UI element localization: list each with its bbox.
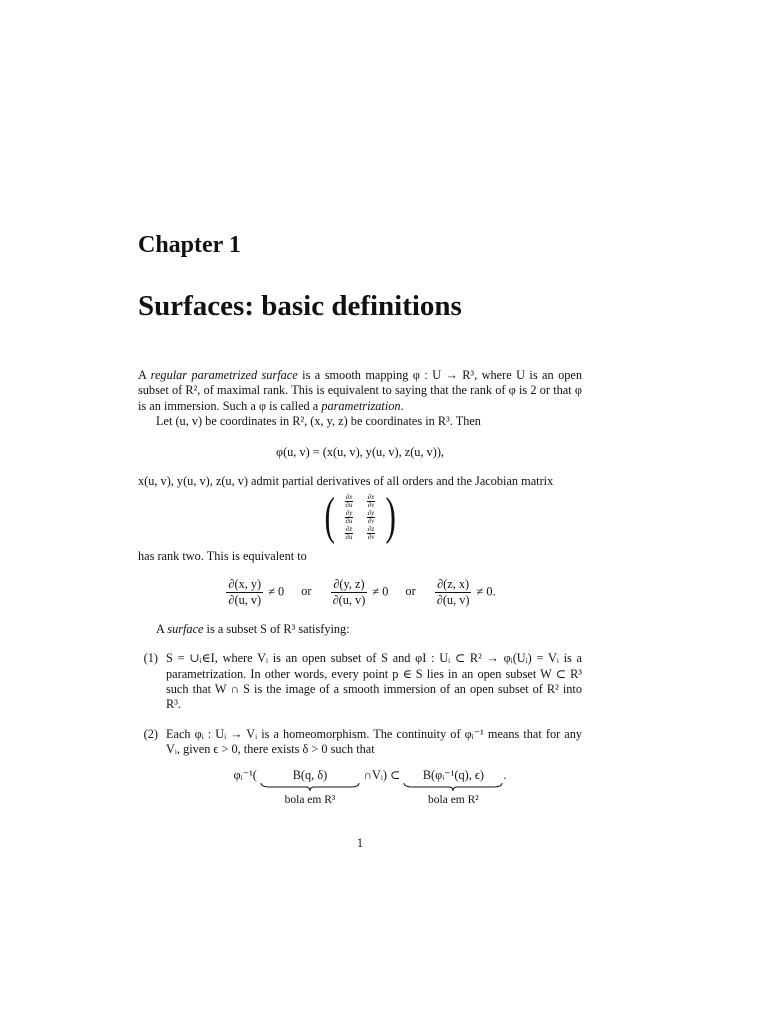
paragraph-definition: A regular parametrized surface is a smooth mapping φ : U → R³, where U is an open subset of R², of maximal rank. This is equivalent to saying that the rank of φ is 2 or that φ is an immersion. Such a φ is called a parametrization. <box>138 368 582 413</box>
jacobian-matrix <box>138 488 582 546</box>
list-item-label: (1) <box>143 651 158 666</box>
matrix-entry: ∂y ∂u <box>345 508 353 525</box>
term-regular-parametrized-surface: regular parametrized surface <box>150 368 298 382</box>
matrix-grid <box>338 493 382 541</box>
list-item-2 <box>138 727 582 758</box>
list-item-text: Each φᵢ : Uᵢ → Vᵢ is a homeomorphism. The continuity of φᵢ⁻¹ means that for any Vᵢ, given ϵ > 0, there exists δ > 0 such that <box>166 726 582 757</box>
matrix-entry: ∂z ∂v <box>367 524 375 541</box>
list-item-label: (2) <box>143 726 158 741</box>
underbrace <box>260 783 360 791</box>
matrix-entry: ∂y ∂v <box>367 508 375 525</box>
paragraph-rank-two: has rank two. This is equivalent to <box>138 549 307 564</box>
matrix-entry: ∂z ∂u <box>345 524 353 541</box>
term-surface: surface <box>167 621 204 636</box>
page-number: 1 <box>356 836 364 850</box>
chapter-title: Surfaces: basic definitions <box>138 290 462 322</box>
underbrace-ball-r2: B(φᵢ⁻¹(q), ϵ) bola em R² <box>403 768 503 809</box>
chapter-heading: Chapter 1 <box>138 232 241 258</box>
fraction-xy: $\frac{\partial(x, y)}{\partial(u, v)}$ <box>228 576 262 607</box>
equation-parametrization: φ(u, v) = (x(u, v), y(u, v), z(u, v)), <box>275 444 445 459</box>
fraction-yz: $\frac{\partial(y, z)}{\partial(u, v)}$ <box>332 576 366 607</box>
matrix-entry: ∂x ∂v <box>367 492 375 509</box>
underbrace-ball-r3: B(q, δ) bola em R³ <box>260 768 360 809</box>
paragraph-surface-definition: A surface is a subset S of R³ satisfying: <box>156 621 350 636</box>
underbrace-label: bola em R³ <box>284 794 336 807</box>
left-paren: ( <box>324 488 335 546</box>
list-item-1 <box>138 651 582 713</box>
term-parametrization: parametrization <box>321 398 401 413</box>
list-item-text: S = ∪ᵢ∈I, where Vᵢ is an open subset of S and φI : Uᵢ ⊂ R² → φᵢ(Uᵢ) = Vᵢ is a parametrization. In other words, every point p ∈ S lies in an open subset W ⊂ R³ such that W ∩ S is the image of a smooth immersion of an open subset of R² into R³. <box>166 651 582 712</box>
matrix-entry: ∂x ∂u <box>345 492 353 509</box>
body-text <box>138 368 582 809</box>
paragraph-coordinates: Let (u, v) be coordinates in R², (x, y, z) be coordinates in R³. Then <box>156 414 481 429</box>
paragraph-partial-derivatives: x(u, v), y(u, v), z(u, v) admit partial derivatives of all orders and the Jacobian matrix <box>138 474 554 489</box>
underbrace-label: bola em R² <box>428 794 479 807</box>
equation-continuity: φᵢ⁻¹( B(q, δ) bola em R³ ∩Vᵢ) ⊂ B(φᵢ⁻¹(q), ϵ) bola em R² . <box>138 768 582 809</box>
equation-rank-conditions: $\frac{\partial(x, y)}{\partial(u, v)}$ ≠ 0 or $\frac{\partial(y, z)}{\partial(u, v)}$ ≠ 0 or $\frac{\partial(z, x)}{\partial(u, v)}$ ≠ 0. <box>228 576 496 607</box>
underbrace <box>403 783 503 791</box>
right-paren: ) <box>385 488 396 546</box>
fraction-zx: $\frac{\partial(z, x)}{\partial(u, v)}$ <box>436 576 470 607</box>
